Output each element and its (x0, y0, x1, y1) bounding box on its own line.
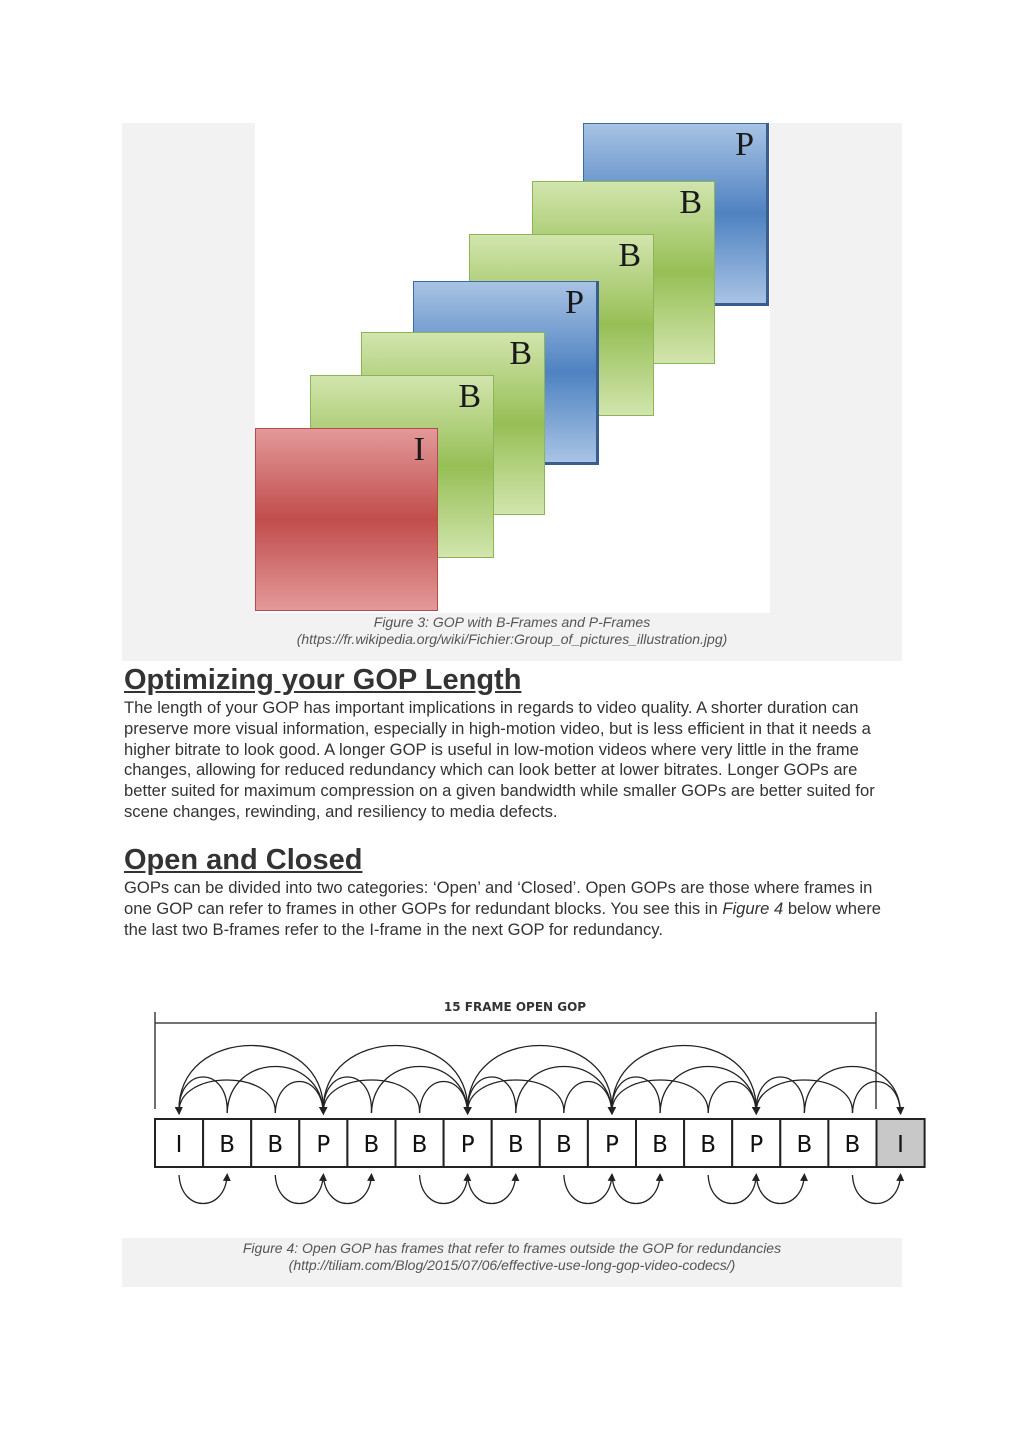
gop-frame-label: P (460, 1132, 475, 1158)
reference-arrow (612, 1175, 660, 1204)
gop-frame-label: B (363, 1132, 380, 1158)
reference-arrow (564, 1175, 612, 1204)
reference-arrow (468, 1175, 516, 1204)
gop-frame-label: P (749, 1132, 764, 1158)
frame-card-label: B (679, 184, 702, 221)
reference-arrow (323, 1175, 371, 1204)
caption-source: (http://tiliam.com/Blog/2015/07/06/effective-use-long-gop-video-codecs/) (288, 1257, 736, 1273)
gop-frame-label: B (555, 1132, 572, 1158)
gop-frame-label: B (411, 1132, 428, 1158)
gop-frame-box (540, 1119, 588, 1167)
figure-3 (122, 123, 902, 661)
paragraph-text: below where the last two B-frames refer to the I-frame in the next GOP for redundancy. (124, 898, 881, 939)
reference-arrow (275, 1175, 323, 1204)
gop-frame-label: P (605, 1132, 619, 1158)
gop-frame-box (251, 1119, 299, 1167)
gop-frame-label: B (507, 1132, 524, 1158)
gop-frame-label: P (316, 1132, 331, 1158)
gop-frame-box (877, 1119, 925, 1167)
gop-frame-label: B (219, 1132, 236, 1158)
gop-frame-label: B (652, 1132, 668, 1158)
frame-card-label: I (413, 431, 425, 468)
frame-sequence (155, 1119, 925, 1167)
reference-arrow (323, 1046, 467, 1114)
gop-frame-label: I (175, 1132, 183, 1158)
gop-frame-box (684, 1119, 732, 1167)
section-heading-open-closed: Open and Closed (124, 844, 363, 876)
gop-frame-box (588, 1119, 636, 1167)
frame-card-label: B (618, 237, 641, 274)
open-gop-diagram (122, 982, 902, 1238)
gop-frame-label: B (796, 1132, 813, 1158)
reference-arrow (420, 1175, 468, 1204)
figure-4-caption (122, 1240, 902, 1274)
reference-arrow (468, 1046, 612, 1114)
reference-arrow (468, 1077, 516, 1113)
gop-title: 15 FRAME OPEN GOP (443, 1000, 587, 1014)
gop-frame-box (396, 1119, 444, 1167)
reference-arrow (708, 1175, 756, 1204)
gop-frames-illustration (255, 123, 770, 613)
figure-reference: Figure 4 (722, 898, 784, 918)
gop-frame-box (780, 1119, 828, 1167)
reference-arrow (612, 1046, 756, 1114)
section-paragraph (124, 878, 904, 940)
reference-arrow (756, 1175, 804, 1204)
gop-frame-label: B (844, 1132, 861, 1158)
gop-frame-box (828, 1119, 876, 1167)
gop-frame-box (155, 1119, 203, 1167)
gop-frame-label: B (267, 1132, 284, 1158)
reference-arrow (612, 1077, 660, 1113)
frame-card-label: P (565, 284, 584, 321)
figure-3-caption (122, 614, 902, 648)
reference-arrow (708, 1082, 756, 1114)
section-heading-gop-length: Optimizing your GOP Length (124, 664, 522, 696)
frame-card-label: P (735, 126, 754, 163)
gop-frame-box (732, 1119, 780, 1167)
paragraph-text: GOPs can be divided into two categories: ‘Open’ and ‘Closed’. Open GOPs are those where frames in one GOP can refer to frames in other GOPs for redundant blocks. You see this in (124, 878, 873, 918)
reference-arrow (852, 1175, 900, 1204)
frame-card-i (255, 428, 438, 611)
gop-frame-label: B (700, 1132, 717, 1158)
reference-arrow (179, 1175, 227, 1204)
gop-frame-box (636, 1119, 684, 1167)
reference-arrow (564, 1082, 612, 1114)
caption-line: Figure 3: GOP with B-Frames and P-Frames (373, 614, 651, 630)
gop-frame-box (203, 1119, 251, 1167)
gop-frame-box (444, 1119, 492, 1167)
reference-arrow (756, 1077, 804, 1113)
reference-arrow (179, 1077, 227, 1113)
gop-frame-box (492, 1119, 540, 1167)
frame-card-label: B (509, 335, 532, 372)
caption-line: Figure 4: Open GOP has frames that refer to frames outside the GOP for redundancies (242, 1240, 782, 1256)
reference-arrow (420, 1082, 468, 1114)
gop-frame-label: I (897, 1132, 904, 1158)
reference-arrow (323, 1077, 371, 1113)
frame-card-label: B (458, 378, 481, 415)
gop-frame-box (347, 1119, 395, 1167)
gop-frame-box (299, 1119, 347, 1167)
section-paragraph: The length of your GOP has important implications in regards to video quality. A shorter duration can preserve more visual information, especially in high-motion video, but is less efficient in that it needs a higher bitrate to look good. A longer GOP is useful in low-motion videos where very little in the frame changes, allowing for reduced redundancy which can look better at lower bitrates. Longer GOPs are better suited for maximum compression on a given bandwidth while smaller GOPs are better suited for scene changes, rewinding, and resiliency to media defects. (124, 698, 875, 821)
reference-arrow (275, 1082, 323, 1114)
caption-source: (https://fr.wikipedia.org/wiki/Fichier:Group_of_pictures_illustration.jpg) (296, 631, 728, 647)
figure-4 (122, 982, 902, 1287)
open-gop-svg (122, 982, 902, 1238)
reference-arrow (179, 1046, 323, 1114)
